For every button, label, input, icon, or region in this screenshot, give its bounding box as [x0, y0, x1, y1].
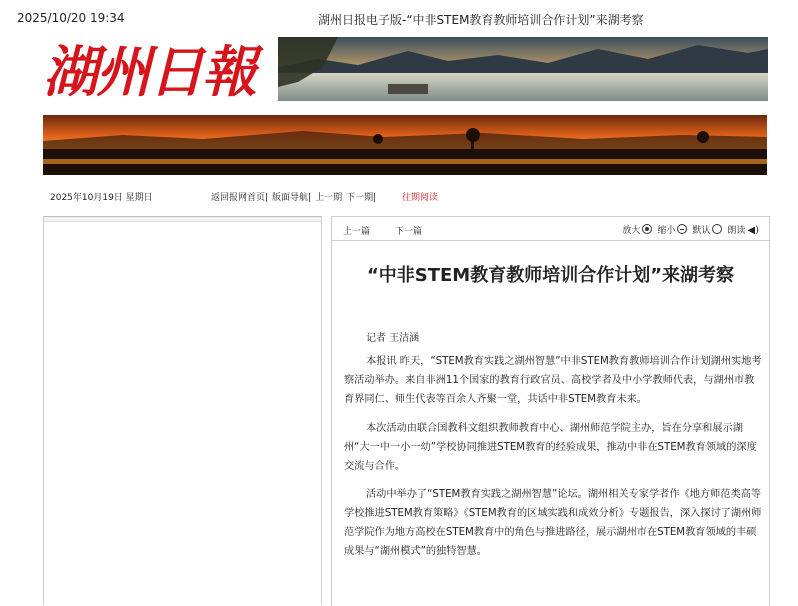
- read-label: 朗读: [727, 226, 746, 236]
- default-label: 默认: [692, 226, 711, 236]
- speaker-icon: ◀): [747, 225, 759, 236]
- zoom-in-button[interactable]: [622, 223, 652, 236]
- page-thumbnail-panel: [43, 216, 322, 605]
- article-toolbar: [332, 217, 769, 241]
- issue-date: 2025年10月19日 星期日: [50, 193, 153, 203]
- panel-top-border: [44, 216, 321, 222]
- reading-tools: [622, 223, 759, 236]
- zoom-out-label: 缩小: [657, 226, 676, 236]
- print-timestamp: 2025/10/20 19:34: [17, 11, 125, 25]
- radio-dot-icon: [642, 224, 652, 234]
- article-headline: “中非STEM教育教师培训合作计划”来湖考察: [366, 265, 735, 286]
- read-aloud-button[interactable]: [727, 223, 759, 236]
- print-page-title: 湖州日报电子版-“中非STEM教育教师培训合作计划”来湖考察: [318, 13, 644, 27]
- article-paragraph: 本报讯 昨天，“STEM教育实践之湖州智慧”中非STEM教育教师培训合作计划湖州实地考察活动举办。来自非洲11个国家的教育行政官员、高校学者及中小学教师代表，与湖州市教育界同仁、师生代表等百余人齐聚一堂，共话中非STEM教育未来。: [344, 356, 762, 405]
- lake-mountain-scene: [278, 37, 768, 101]
- issue-navbar: [43, 184, 767, 208]
- next-article-link[interactable]: 下一篇: [395, 227, 423, 237]
- next-issue-link[interactable]: 下一期|: [346, 193, 377, 203]
- lake-mountain-banner-image: [278, 37, 768, 101]
- sunset-scene: [43, 115, 767, 175]
- sunset-wetland-banner-image: [43, 115, 767, 175]
- zoom-out-button[interactable]: [657, 223, 687, 236]
- article-paragraph: 本次活动由联合国教科文组织教师教育中心、湖州师范学院主办，旨在分享和展示湖州“大一中一小一幼”学校协同推进STEM教育的经验成果，推动中非在STEM教育领域的深度交流与合作。: [344, 423, 757, 472]
- zoom-in-label: 放大: [622, 226, 641, 236]
- prev-issue-link[interactable]: 上一期: [315, 193, 343, 203]
- circle-icon: [712, 224, 722, 234]
- page-nav-link[interactable]: 版面导航|: [272, 193, 312, 203]
- article-byline: 记者 王洁涵: [366, 333, 420, 344]
- past-issues-link[interactable]: 往期阅读: [402, 193, 439, 203]
- newspaper-logo[interactable]: [43, 39, 265, 104]
- prev-article-link[interactable]: 上一篇: [343, 227, 371, 237]
- default-size-button[interactable]: [692, 223, 722, 236]
- article-paragraph: 活动中举办了“STEM教育实践之湖州智慧”论坛。湖州相关专家学者作《地方师范类高等学校推进STEM教育策略》《STEM教育的区域实践和成效分析》专题报告，深入探讨了湖州师范学院作为地方高校在STEM教育中的角色与推进路径，展示湖州市在STEM教育领域的丰硕成果与“湖州模式”的独特智慧。: [344, 489, 762, 557]
- home-link[interactable]: 返回报网首页|: [211, 193, 269, 203]
- logo-text: 湖州日報: [43, 39, 256, 104]
- article-panel: [331, 216, 770, 606]
- navbar-links: [211, 190, 380, 203]
- minus-circle-icon: [677, 224, 687, 234]
